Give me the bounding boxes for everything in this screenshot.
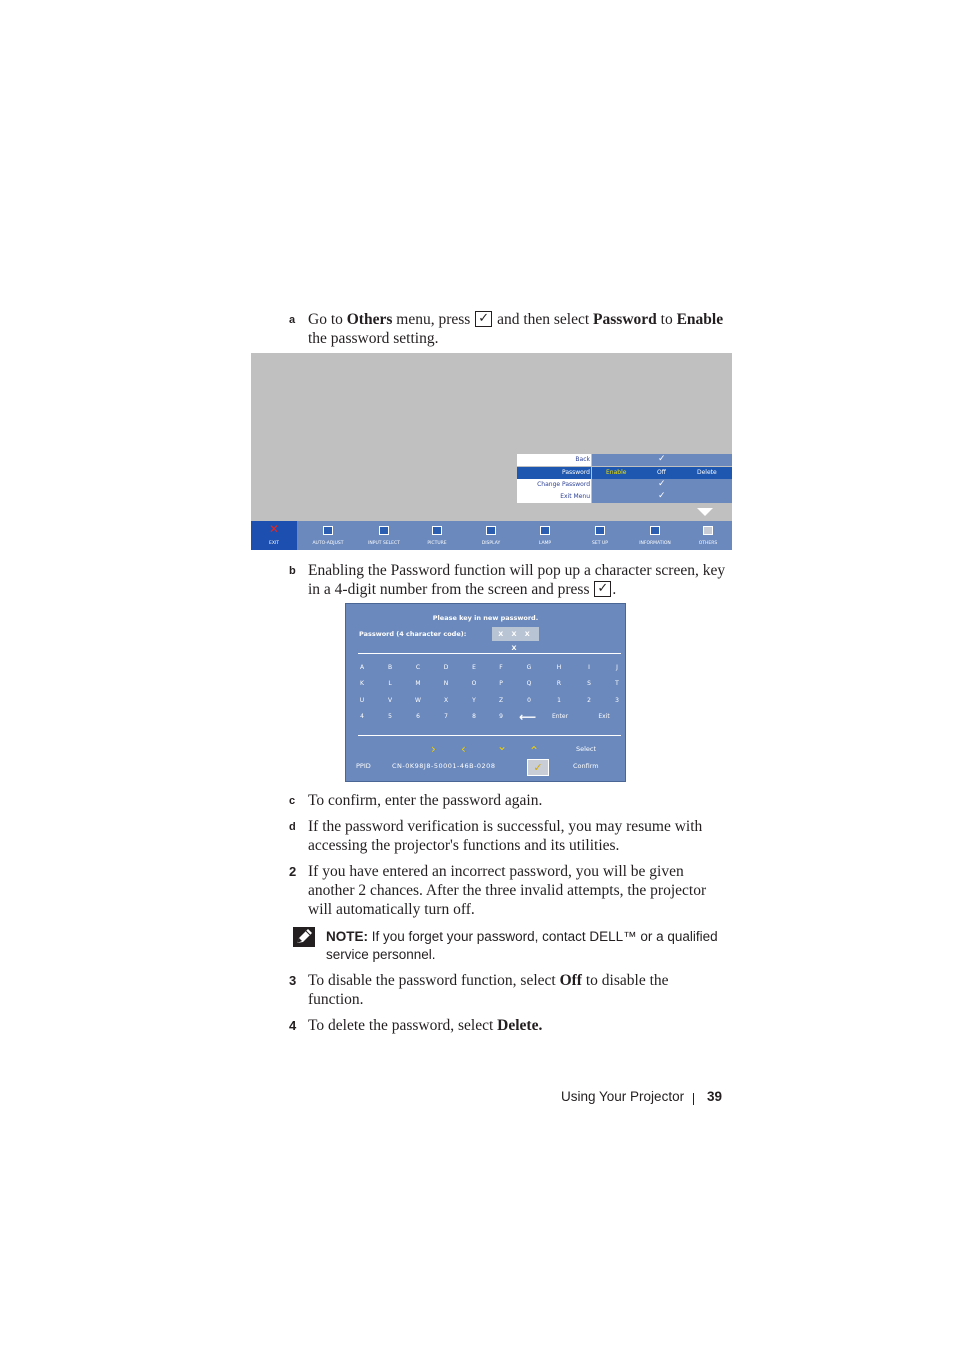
step-text: Enabling the Password function will pop up a character screen, key	[308, 562, 726, 579]
key-x[interactable]: X	[443, 697, 449, 704]
key-z[interactable]: Z	[498, 697, 504, 704]
delete-term: Delete.	[497, 1017, 543, 1034]
lamp-icon	[540, 526, 550, 535]
tab-label: INFORMATION	[639, 541, 671, 546]
key-6[interactable]: 6	[416, 713, 420, 720]
note-label: NOTE:	[326, 929, 368, 944]
key-5[interactable]: 5	[388, 713, 392, 720]
menu-row-change-password[interactable]	[517, 479, 732, 491]
check-icon: ✓	[658, 491, 666, 501]
step-text: to	[656, 311, 677, 328]
tab-label: EXIT	[268, 541, 279, 546]
password-input[interactable]: X X X X	[492, 627, 539, 641]
step-text: the password setting.	[308, 330, 439, 347]
step-text: To confirm, enter the password again.	[308, 792, 543, 809]
key-h[interactable]: H	[556, 664, 562, 671]
tab-lamp[interactable]	[523, 521, 567, 550]
key-c[interactable]: C	[415, 664, 421, 671]
step-text: To delete the password, select	[308, 1017, 498, 1034]
menu-check-button-icon	[594, 581, 611, 597]
ppid-value: CN-0K98J8-50001-46B-0208	[392, 762, 496, 770]
auto-adjust-icon	[323, 526, 333, 535]
tab-others[interactable]	[687, 521, 729, 550]
key-q[interactable]: Q	[526, 680, 532, 687]
menu-row-label: Change Password	[517, 479, 591, 491]
tab-label: INPUT SELECT	[368, 541, 400, 546]
exit-icon: ✕	[269, 522, 280, 536]
step-text: If you have entered an incorrect password, you will be given	[308, 863, 684, 880]
select-label: Select	[576, 745, 597, 753]
tab-input-select[interactable]	[358, 521, 410, 550]
step-label: c	[289, 795, 296, 807]
menu-check-button-icon	[475, 311, 492, 327]
password-entry-screen	[345, 603, 626, 782]
key-s[interactable]: S	[587, 680, 591, 687]
key-e[interactable]: E	[472, 664, 476, 671]
check-icon: ✓	[658, 454, 666, 464]
osd-others-menu-screenshot	[251, 353, 732, 550]
key-a[interactable]: A	[359, 664, 365, 671]
note-pencil-icon	[293, 927, 315, 947]
option-off[interactable]: Off	[657, 469, 666, 476]
tab-information[interactable]	[629, 521, 681, 550]
step-text: If the password verification is successful, you may resume with	[308, 818, 703, 835]
off-term: Off	[559, 972, 582, 989]
key-r[interactable]: R	[556, 680, 562, 687]
key-8[interactable]: 8	[472, 713, 476, 720]
option-enable[interactable]: Enable	[606, 469, 627, 476]
tab-display[interactable]	[469, 521, 513, 550]
key-i[interactable]: I	[588, 664, 590, 671]
step-text: in a 4-digit number from the screen and press	[308, 581, 594, 598]
key-o[interactable]: O	[471, 680, 477, 687]
menu-row-label: Password	[517, 467, 591, 479]
key-n[interactable]: N	[443, 680, 449, 687]
confirm-label: Confirm	[573, 762, 599, 770]
ppid-label: PPID	[356, 762, 371, 770]
menu-row-label: Back	[517, 454, 591, 466]
option-delete[interactable]: Delete	[697, 469, 717, 476]
menu-row-password[interactable]	[517, 467, 732, 479]
key-b[interactable]: B	[387, 664, 393, 671]
key-t[interactable]: T	[615, 680, 619, 687]
menu-row-label: Exit Menu	[517, 491, 591, 503]
step-3	[289, 971, 739, 1009]
key-9[interactable]: 9	[499, 713, 503, 720]
note-text: service personnel.	[326, 947, 436, 962]
tab-label: LAMP	[538, 541, 552, 546]
tab-label: SET UP	[592, 541, 608, 546]
step-a	[289, 310, 739, 348]
key-p[interactable]: P	[499, 680, 503, 687]
key-f[interactable]: F	[499, 664, 503, 671]
key-0[interactable]: 0	[527, 697, 531, 704]
key-m[interactable]: M	[415, 680, 421, 687]
picture-icon	[432, 526, 442, 535]
step-4	[289, 1016, 739, 1035]
note	[326, 928, 746, 964]
tab-label: DISPLAY	[481, 541, 501, 546]
down-arrow-icon[interactable]: ⌄	[497, 739, 508, 753]
enable-term: Enable	[676, 311, 724, 328]
up-arrow-icon[interactable]: ⌃	[529, 744, 540, 758]
step-label: a	[289, 314, 296, 326]
step-d	[289, 817, 739, 855]
enter-key[interactable]: Enter	[551, 713, 569, 720]
key-d[interactable]: D	[443, 664, 449, 671]
step-text: menu, press	[392, 311, 475, 328]
others-term: Others	[346, 311, 393, 328]
key-w[interactable]: W	[415, 697, 421, 704]
left-arrow-icon[interactable]: ‹	[461, 742, 466, 756]
display-icon	[486, 526, 496, 535]
page-number: 39	[707, 1089, 723, 1104]
tab-auto-adjust[interactable]	[303, 521, 353, 550]
confirm-check-icon[interactable]: ✓	[527, 759, 549, 776]
others-icon	[703, 526, 713, 535]
information-icon	[650, 526, 660, 535]
password-prompt-title: Please key in new password.	[432, 614, 539, 622]
others-menu	[517, 454, 732, 504]
divider	[358, 653, 621, 654]
exit-key[interactable]: Exit	[598, 713, 610, 720]
key-u[interactable]: U	[359, 697, 365, 704]
note-text: If you forget your password, contact DELL™ or a qualified	[368, 929, 718, 944]
check-icon: ✓	[658, 479, 666, 489]
step-label: b	[289, 565, 296, 577]
set-up-icon	[595, 526, 605, 535]
key-k[interactable]: K	[360, 680, 364, 687]
step-text: will automatically turn off.	[308, 901, 475, 918]
osd-tab-bar	[251, 521, 732, 550]
tab-label: OTHERS	[698, 541, 718, 546]
key-g[interactable]: G	[526, 664, 532, 671]
step-text: function.	[308, 991, 364, 1008]
key-3[interactable]: 3	[615, 697, 619, 704]
key-y[interactable]: Y	[472, 697, 476, 704]
menu-row-back[interactable]	[517, 454, 732, 466]
key-2[interactable]: 2	[587, 697, 591, 704]
footer-divider	[693, 1093, 694, 1105]
tab-label: PICTURE	[427, 541, 447, 546]
scroll-down-arrow-icon[interactable]	[697, 508, 713, 516]
key-7[interactable]: 7	[444, 713, 448, 720]
step-text: to disable the	[581, 972, 669, 989]
step-text: To disable the password function, select	[308, 972, 560, 989]
step-label: d	[289, 821, 296, 833]
menu-row-exit-menu[interactable]	[517, 491, 732, 503]
key-l[interactable]: L	[388, 680, 392, 687]
password-term: Password	[593, 311, 657, 328]
step-2	[289, 862, 739, 919]
step-text: Go to	[308, 311, 347, 328]
tab-exit[interactable]	[251, 521, 297, 550]
input-select-icon	[379, 526, 389, 535]
step-c	[289, 791, 739, 810]
tab-picture[interactable]	[415, 521, 459, 550]
step-text: .	[612, 581, 617, 598]
tab-label: AUTO-ADJUST	[312, 541, 344, 546]
key-4[interactable]: 4	[360, 713, 364, 720]
step-number: 4	[289, 1018, 297, 1033]
step-text: and then select	[493, 311, 594, 328]
step-number: 3	[289, 973, 297, 988]
right-arrow-icon[interactable]: ›	[431, 742, 436, 756]
key-j[interactable]: J	[616, 664, 618, 671]
password-field-label: Password (4 character code):	[359, 630, 467, 638]
step-text: another 2 chances. After the three invalid attempts, the projector	[308, 882, 707, 899]
divider	[358, 735, 621, 736]
footer-section-title: Using Your Projector	[561, 1089, 685, 1104]
step-text: accessing the projector's functions and its utilities.	[308, 837, 620, 854]
key-v[interactable]: V	[387, 697, 393, 704]
key-1[interactable]: 1	[557, 697, 561, 704]
step-number: 2	[289, 864, 297, 879]
step-b	[289, 561, 739, 599]
tab-set-up[interactable]	[578, 521, 622, 550]
backspace-arrow-icon[interactable]: ⟵	[519, 710, 537, 724]
